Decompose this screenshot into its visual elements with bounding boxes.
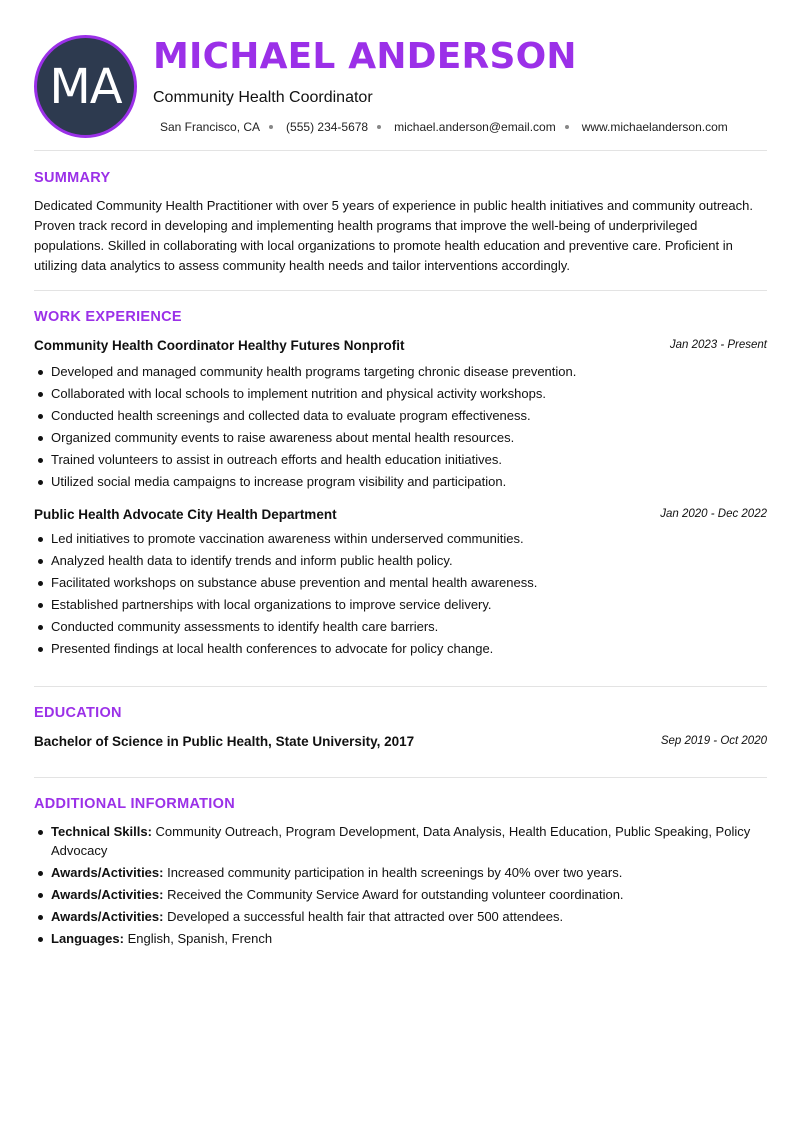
item-text: Received the Community Service Award for outstanding volunteer coordination. (167, 887, 624, 902)
education-dates: Sep 2019 - Oct 2020 (660, 735, 767, 747)
job-bullet: Established partnerships with local organizations to improve service delivery. (34, 594, 767, 616)
job-bullet: Collaborated with local schools to implement nutrition and physical activity workshops. (34, 383, 767, 405)
divider (34, 686, 767, 687)
contact-location: San Francisco, CA (160, 120, 261, 134)
item-text: Increased community participation in health screenings by 40% over two years. (167, 865, 623, 880)
additional-item (34, 822, 767, 860)
additional-item (34, 863, 767, 882)
contact-email[interactable]: michael.anderson@email.com (394, 120, 556, 134)
additional-item (34, 885, 767, 904)
divider (34, 290, 767, 291)
contact-bar (160, 120, 728, 134)
experience-heading: WORK EXPERIENCE (34, 309, 182, 325)
job-bullet: Conducted health screenings and collected data to evaluate program effectiveness. (34, 405, 767, 427)
divider (34, 777, 767, 778)
education-heading: EDUCATION (34, 705, 122, 721)
contact-phone: (555) 234-5678 (286, 120, 369, 134)
education-degree: Bachelor of Science in Public Health, State University, 2017 (34, 734, 415, 749)
item-text: Community Outreach, Program Development, Data Analysis, Health Education, Public Speaking, Policy Advocacy (51, 824, 751, 858)
job-bullets (34, 361, 767, 493)
summary-heading: SUMMARY (34, 170, 111, 186)
separator-dot (565, 125, 569, 129)
avatar-initials: MA (49, 58, 122, 115)
job-role: Public Health Advocate City Health Department (34, 507, 337, 522)
job-bullet: Utilized social media campaigns to increase program visibility and participation. (34, 471, 767, 493)
job-bullet: Analyzed health data to identify trends and inform public health policy. (34, 550, 767, 572)
education-entry (34, 734, 767, 752)
job-bullet: Led initiatives to promote vaccination awareness within underserved communities. (34, 528, 767, 550)
job-bullet: Facilitated workshops on substance abuse prevention and mental health awareness. (34, 572, 767, 594)
candidate-name: MICHAEL ANDERSON (153, 36, 577, 77)
contact-website[interactable]: www.michaelanderson.com (581, 120, 728, 134)
job-dates: Jan 2023 - Present (669, 339, 767, 351)
item-label: Awards/Activities: (51, 909, 164, 924)
item-label: Languages: (51, 931, 124, 946)
job-dates: Jan 2020 - Dec 2022 (660, 508, 767, 520)
job-bullet: Conducted community assessments to identify health care barriers. (34, 616, 767, 638)
job-bullets (34, 528, 767, 660)
job-bullet: Organized community events to raise awareness about mental health resources. (34, 427, 767, 449)
avatar (34, 35, 137, 138)
item-label: Awards/Activities: (51, 887, 164, 902)
job-role: Community Health Coordinator Healthy Futures Nonprofit (34, 338, 405, 353)
item-label: Technical Skills: (51, 824, 152, 839)
job-bullet: Trained volunteers to assist in outreach efforts and health education initiatives. (34, 449, 767, 471)
item-label: Awards/Activities: (51, 865, 164, 880)
item-text: Developed a successful health fair that attracted over 500 attendees. (167, 909, 564, 924)
job-bullet: Presented findings at local health conferences to advocate for policy change. (34, 638, 767, 660)
separator-dot (269, 125, 273, 129)
additional-item (34, 929, 767, 948)
job-header (34, 338, 767, 356)
candidate-title: Community Health Coordinator (153, 89, 373, 106)
additional-heading: ADDITIONAL INFORMATION (34, 796, 235, 812)
item-text: English, Spanish, French (127, 931, 273, 946)
separator-dot (377, 125, 381, 129)
additional-item (34, 907, 767, 926)
job-bullet: Developed and managed community health programs targeting chronic disease prevention. (34, 361, 767, 383)
job-header (34, 507, 767, 525)
additional-list (34, 822, 767, 951)
summary-text: Dedicated Community Health Practitioner with over 5 years of experience in public health initiatives and community outreach. Proven track record in developing and implementing health programs that improve the well-being of underprivileged populations. Skilled in collaborating with local organizations to promote health education and preventive care. Proficient in utilizing data analytics to assess community health needs and tailor interventions accordingly. (34, 198, 753, 273)
divider (34, 150, 767, 151)
